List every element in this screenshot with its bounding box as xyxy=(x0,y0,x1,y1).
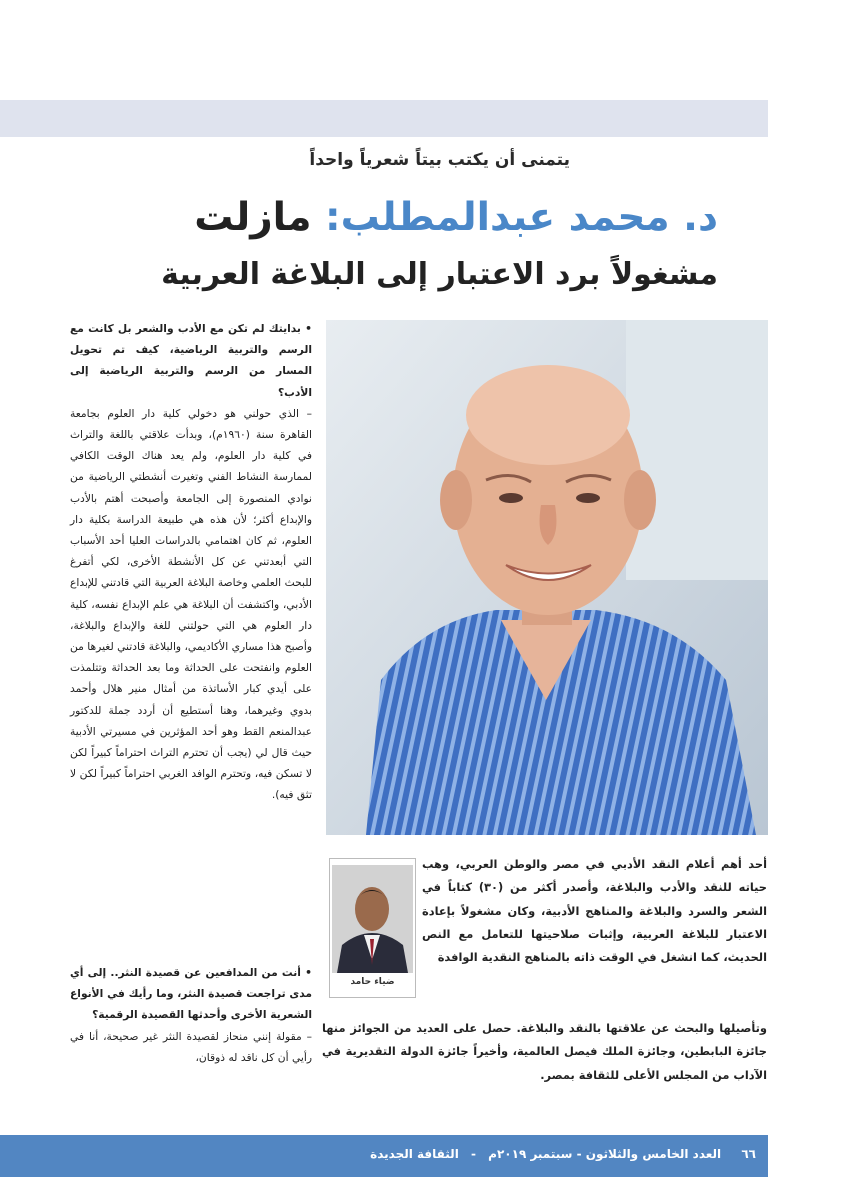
interview-column-top xyxy=(70,318,312,806)
bio-intro-continued: وتأصيلها والبحث عن علاقتها بالنقد والبلاغة. حصل على العديد من الجوائز منها جائزة البابطين، وجائزة الملك فيصل العالمية، وأخيراً جائزة الدولة التقديرية في الآداب من المجلس الأعلى للثقافة بمصر. xyxy=(322,1021,767,1082)
title-word: مازلت xyxy=(194,195,312,240)
portrait-photo xyxy=(326,320,768,835)
issue-info: العدد الخامس والثلاثون - سبتمبر ٢٠١٩م xyxy=(488,1147,722,1161)
magazine-logo: الثقافة الجديدة xyxy=(370,1147,459,1161)
photographer-inset xyxy=(329,858,416,998)
photographer-credit: ضياء حامد xyxy=(350,977,395,987)
interview-column-bottom xyxy=(70,962,312,1068)
footer-line: ٦٦ العدد الخامس والثلاثون - سبتمبر ٢٠١٩م - الثقافة الجديدة xyxy=(370,1147,756,1161)
photographer-photo xyxy=(332,865,413,973)
page-footer xyxy=(0,1135,768,1177)
article-kicker: يتمنى أن يكتب بيتاً شعرياً واحداً xyxy=(309,150,570,170)
question-1: • بدايتك لم تكن مع الأدب والشعر بل كانت مع الرسم والتربية الرياضية، كيف تم تحويل المسار من الرسم والتربية الرياضية إلى الأدب؟ xyxy=(70,322,312,399)
title-name: د. محمد عبدالمطلب: xyxy=(325,195,718,240)
article-title-line2: مشغولاً برد الاعتبار إلى البلاغة العربية xyxy=(161,257,718,292)
bio-intro: أحد أهم أعلام النقد الأدبي في مصر والوطن العربي، وهب حياته للنقد والأدب والبلاغة، وأصدر أكثر من (٣٠) كتاباً في الشعر والسرد والبلاغة والمناهج الأدبية، وكان مشغولاً بإعادة الاعتبار للبلاغة العربية، وإثبات صلاحيتها للتعامل مع النص الحديث، كما انشغل في الوقت ذاته بالمناهج النقدية الوافدة xyxy=(422,857,767,965)
photographer-illustration xyxy=(332,865,413,973)
answer-2: – مقولة إنني منحاز لقصيدة النثر غير صحيحة، أنا في رأيي أن كل ناقد له ذوقان، xyxy=(70,1029,312,1064)
question-2: • أنت من المدافعين عن قصيدة النثر.. إلى أي مدى تراجعت قصيدة النثر، وما رأيك في الأنواع الشعرية الأخرى وأحدثها القصيدة الرقمية؟ xyxy=(70,966,312,1022)
article-title-line1 xyxy=(120,194,718,242)
portrait-illustration xyxy=(326,320,768,835)
header-band xyxy=(0,100,768,137)
page-margin xyxy=(768,0,847,1182)
page-number: ٦٦ xyxy=(741,1147,756,1161)
answer-1: – الذي حولني هو دخولي كلية دار العلوم بجامعة القاهرة سنة (١٩٦٠م)، وبدأت علاقتي باللغة والتراث في كلية دار العلوم، ولم يعد هناك الوقت الكافي لممارسة النشاط الفني وتغيرت أنشطتي الرياضية من نوادي المنصورة إلى الجامعة وأصبحت أهتم بالأدب والإبداع أكثر؛ لأن هذه هي طبيعة الدراسة بكلية دار العلوم، ثم كان اهتمامي بالدراسات العليا أحد الأسباب التي أبعدتني عن كل الأنشطة الأخرى، لكي أتفرغ للبحث العلمي وخاصة البلاغة العربية التي قادتني للإبداع الأدبي، واكتشفت أن البلاغة هي علم الإبداع نفسه، كلية دار العلوم هي التي حولتني للغة والإبداع والبلاغة، وأصبح هذا مساري الأكاديمي، والبلاغة قادتني لغيرها من العلوم وانفتحت على الحداثة وما بعد الحداثة وتتلمذت على أيدي كبار الأساتذة من أمثال منير هلال وأحمد بدوي وغيرهما، وهنا أستطيع أن أردد جملة للدكتور عبدالمنعم القط وهو أحد المؤثرين في مسيرتي الأدبية حيث قال لي (يجب أن تحترم التراث احتراماً كبيراً لكن لا تسكن فيه، وتحترم الوافد الغربي احتراماً كبيراً لكن لا تثق فيه). xyxy=(70,406,312,802)
